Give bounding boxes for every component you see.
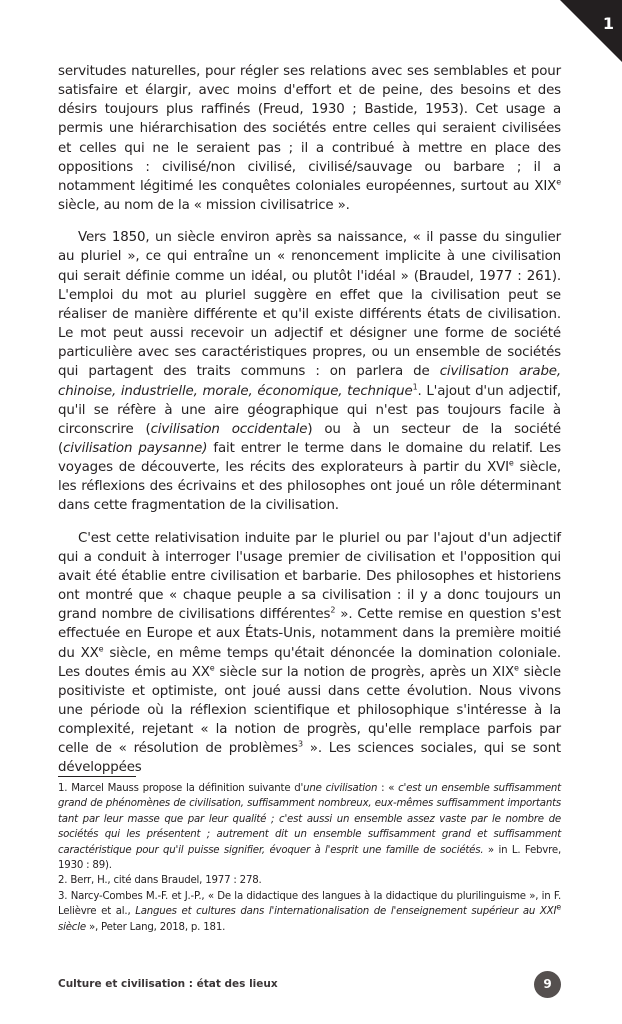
superscript: e <box>556 902 561 912</box>
text-run: ». Les sciences sociales, qui se sont développées <box>58 741 562 776</box>
superscript: e <box>514 663 519 673</box>
text-run: 1. Marcel Mauss propose la définition suivante d' <box>58 783 304 794</box>
italic-run: civilisation paysanne) <box>63 440 208 456</box>
italic-run: siècle <box>58 921 86 933</box>
text-run: fait entrer le terme dans le domaine du relatif. Les voyages de découverte, les récits des explorateurs à partir du XVI <box>58 440 561 476</box>
text-run: ) ou à un secteur de la société ( <box>58 421 562 456</box>
body-text <box>58 62 561 791</box>
superscript: e <box>209 663 215 673</box>
text-run: . L'ajout d'un adjectif, qu'il se réfère à une aire géographique qui n'est pas toujours facile à circonscrire ( <box>58 383 561 437</box>
footnote-1 <box>58 781 561 873</box>
footnote-ref-1[interactable]: 1 <box>412 382 418 392</box>
superscript: e <box>508 458 514 468</box>
text-run: », Peter Lang, 2018, p. 181. <box>85 921 226 933</box>
text-run: » in L. Febvre, 1930 : 89). <box>58 844 562 872</box>
text-run: 3. Narcy-Combes M.-F. et J.-P., « De la didactique des langues à la didactique du plurilinguisme », in F. Lelièvre et al., <box>58 890 561 918</box>
chapter-number: 1 <box>602 14 614 33</box>
italic-run: une civilisation <box>303 783 378 794</box>
text-run: siècle, les réflexions des écrivains et des philosophes ont joué un rôle déterminant dans cette fragmentation de la civilisation. <box>58 460 561 514</box>
italic-run: c'est un ensemble suffisamment grand de phénomènes de civilisation, suffisamment nombreux, eux-mêmes suffisamment importants tant par leur masse que par leur qualité ; c'est aussi un ensemble assez vaste par le nombre de sociétés qui les présentent ; autrement dit un ensemble suffisamment grand et suffisamment caractéristique pour qu'il puisse signifier, évoquer à l'esprit une famille de sociétés. <box>58 783 561 856</box>
text-run: siècle positiviste et optimiste, ont joué aussi dans cette évolution. Nous vivons une période où la réflexion scientifique et philosophique s'intéresse à la complexité, rejetant « la notion de progrès, qu'elle remplace parfois par celle de « résolution de problèmes <box>58 664 561 757</box>
running-footer-title: Culture et civilisation : état des lieux <box>58 978 278 990</box>
text-run: Vers 1850, un siècle environ après sa naissance, « il passe du singulier au pluriel », ce qui entraîne un « renoncement implicite à une civilisation qui serait définie comme un idéal, ou plutôt l'idéal » (Braudel, 1977 : 261). L'emploi du mot au pluriel suggère en effet que la civilisation peut se réaliser de manière différente et qu'il existe différents états de civilisation. Le mot peut aussi recevoir un adjectif et désigner une forme de société particulière avec ses caractéristiques propres, ou un ensemble de sociétés qui partagent des traits communs : on parlera de <box>58 230 561 380</box>
text-run: C'est cette relativisation induite par le pluriel ou par l'ajout d'un adjectif qui a conduit à interroger l'usage premier de civilisation et l'opposition qui avait été établie entre civilisation et barbarie. Des philosophes et historiens ont montré que « chaque peuple a sa civilisation : il y a donc toujours un grand nombre de civilisations différentes <box>58 530 561 623</box>
text-run: siècle, au nom de la « mission civilisatrice ». <box>58 198 350 214</box>
page-number: 9 <box>543 977 552 991</box>
footnote-ref-2[interactable]: 2 <box>330 605 336 615</box>
footnote-2: 2. Berr, H., cité dans Braudel, 1977 : 278. <box>58 875 262 887</box>
text-run: ». Cette remise en question s'est effectuée en Europe et aux États-Unis, notamment dans la première moitié du XX <box>58 607 561 661</box>
paragraph-3 <box>58 529 561 778</box>
text-run: siècle sur la notion de progrès, après un XIX <box>214 664 515 680</box>
paragraph-1 <box>58 62 561 215</box>
text-run: siècle, en même temps qu'était dénoncée la domination coloniale. Les doutes émis au XX <box>58 645 561 680</box>
italic-run: civilisation occidentale <box>150 421 308 437</box>
paragraph-2 <box>58 228 561 515</box>
footnote-3 <box>58 889 561 935</box>
footnote-ref-3[interactable]: 3 <box>297 739 303 749</box>
superscript: e <box>98 644 104 654</box>
italic-run: civilisation arabe, chinoise, industrielle, morale, économique, technique <box>58 364 561 399</box>
footnotes <box>58 781 561 935</box>
superscript: e <box>556 177 561 187</box>
text-run: servitudes naturelles, pour régler ses relations avec ses semblables et pour satisfaire et élargir, avec moins d'effort et de peine, des besoins et des désirs toujours plus raffinés (Freud, 1930 ; Bastide, 1953). Cet usage a permis une hiérarchisation des sociétés entre celles qui seraient civilisées et celles qui ne le seraient pas ; il a contribué à mettre en place des oppositions : civilisé/non civilisé, civilisé/sauvage ou barbare ; il a notamment légitimé les conquêtes coloniales européennes, surtout au XIX <box>58 64 561 194</box>
italic-run: Langues et cultures dans l'internationalisation de l'enseignement supérieur au XXI <box>135 906 557 918</box>
footnote-separator <box>58 776 136 777</box>
text-run: : « <box>377 783 399 794</box>
